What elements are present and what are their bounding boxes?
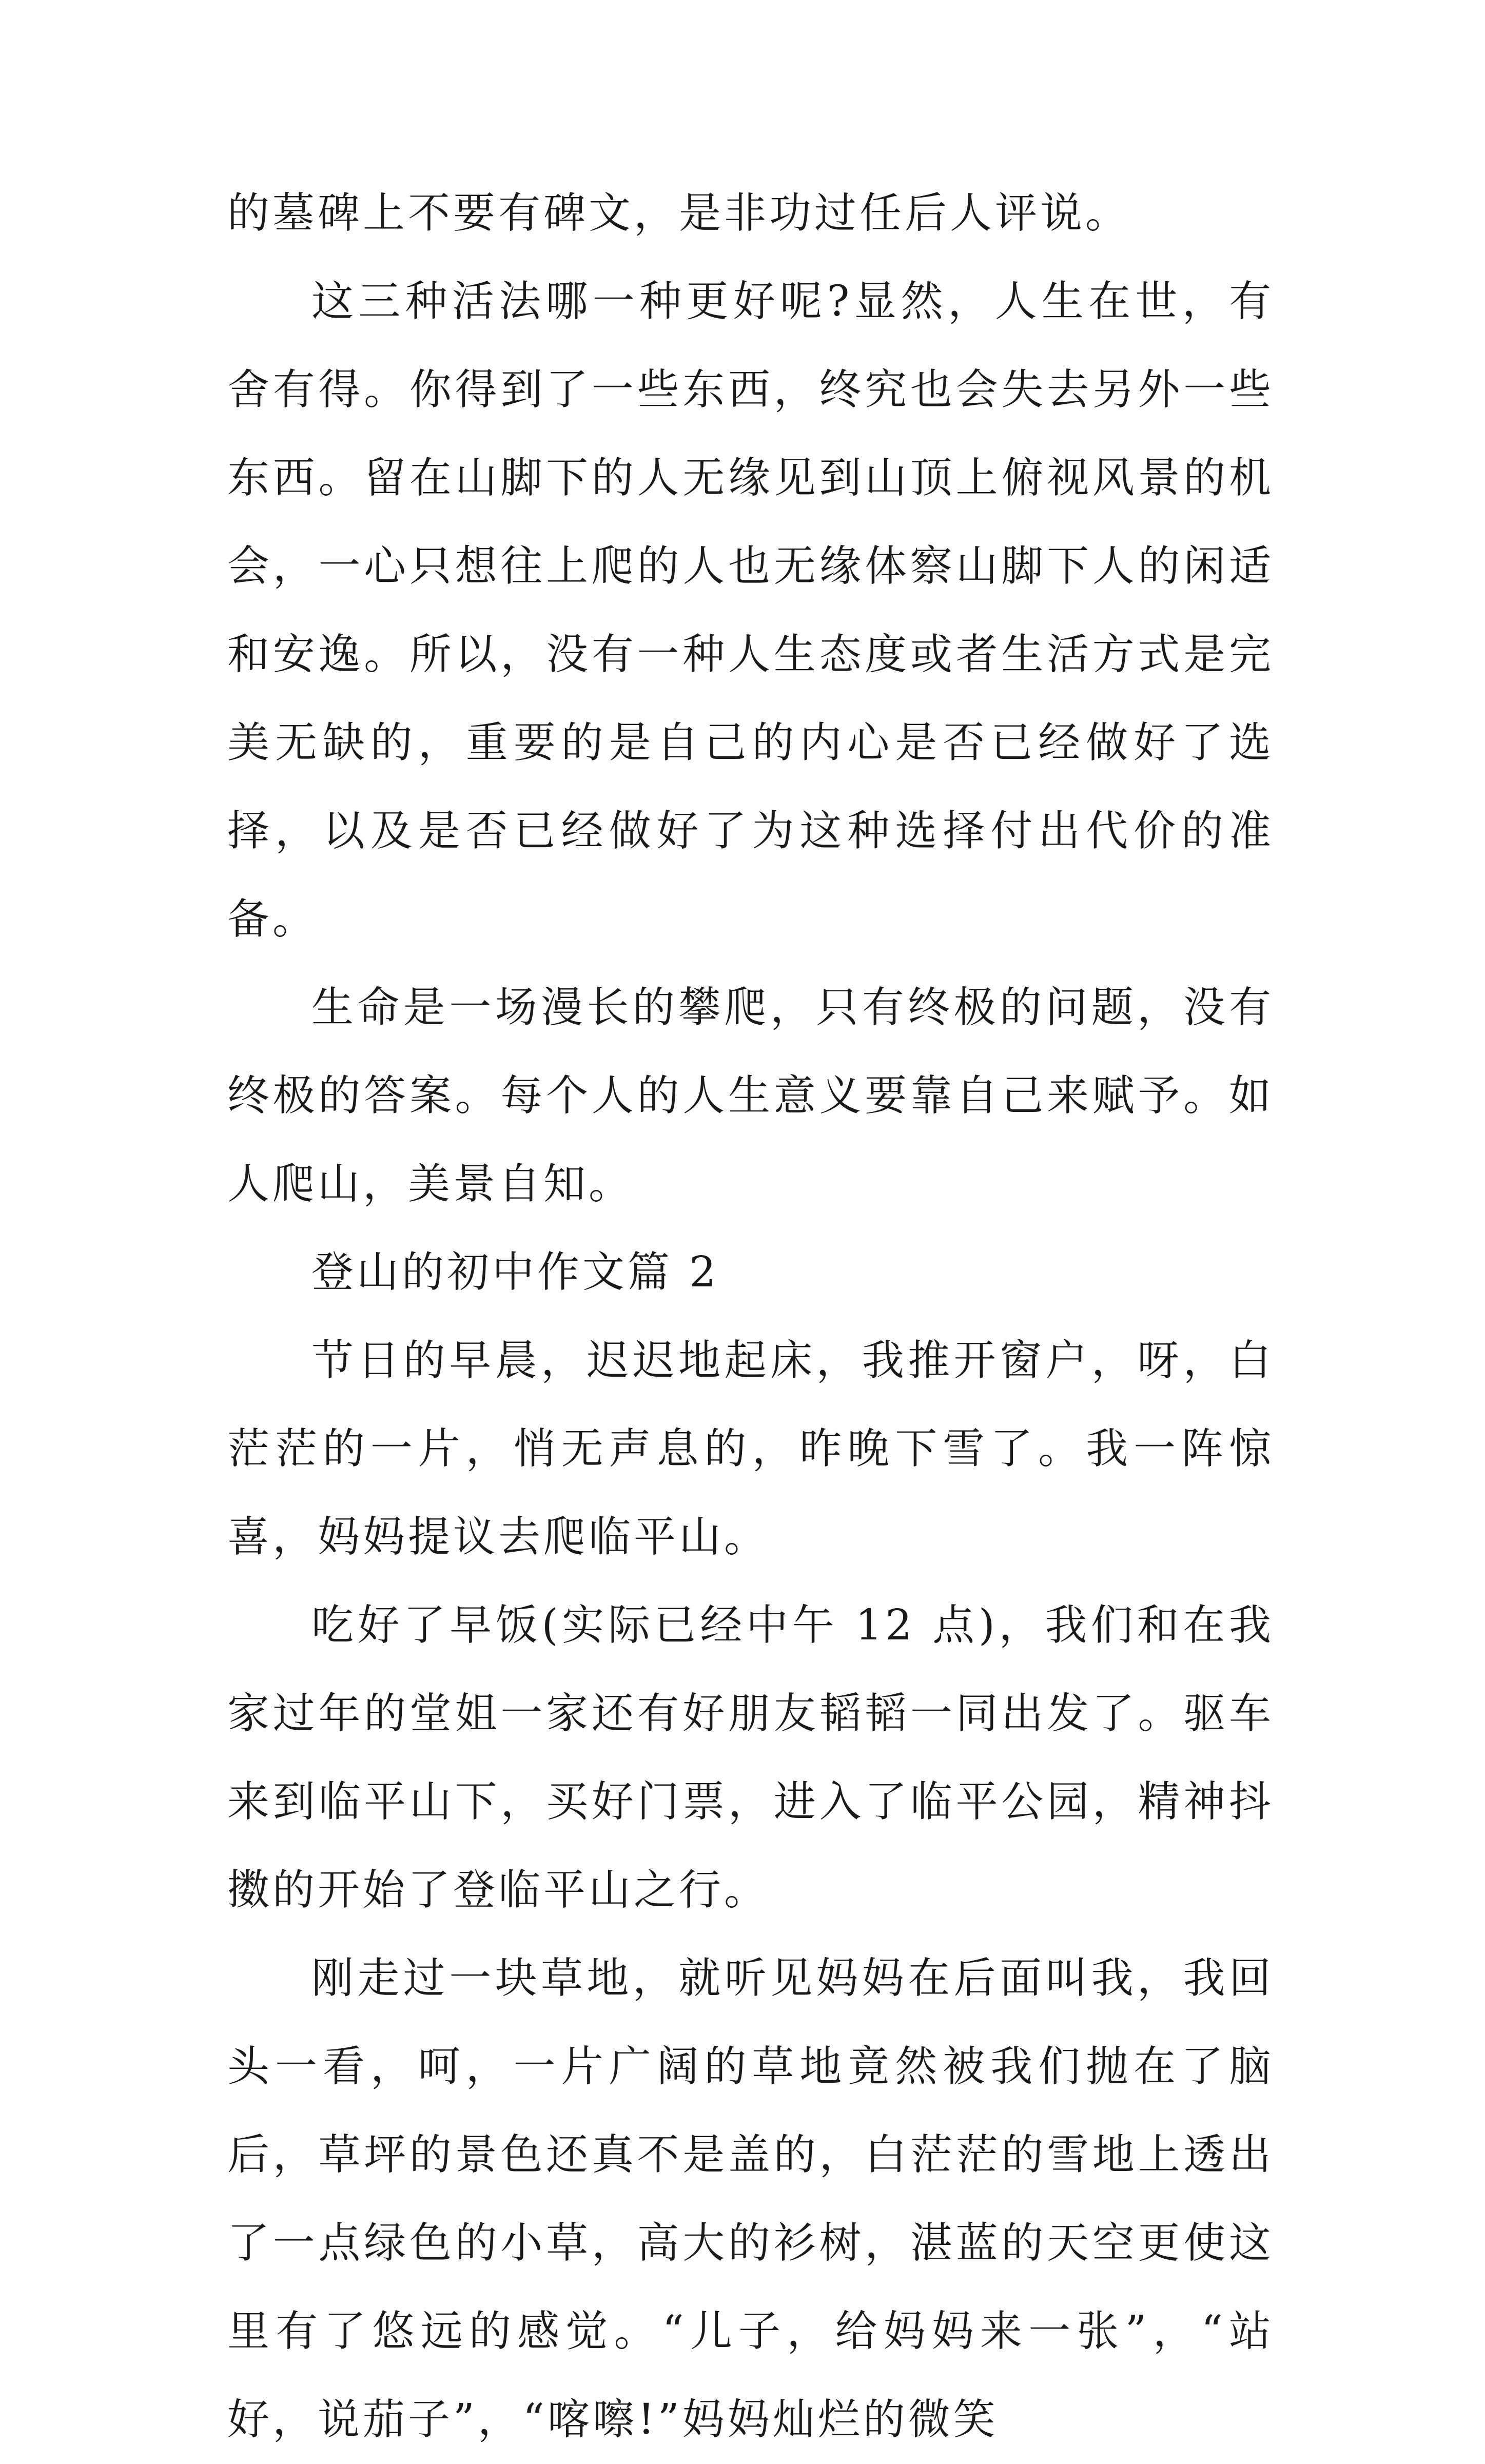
paragraph: 生命是一场漫长的攀爬，只有终极的问题，没有终极的答案。每个人的人生意义要靠自己来赋予。如人爬山，美景自知。	[227, 983, 1274, 1208]
paragraph: 吃好了早饭(实际已经中午 12 点)，我们和在我家过年的堂姐一家还有好朋友韬韬一同出发了。驱车来到临平山下，买好门票，进入了临平公园，精神抖擞的开始了登临平山之行。	[227, 1601, 1274, 1914]
paragraph: 刚走过一块草地，就听见妈妈在后面叫我，我回头一看，呵，一片广阔的草地竟然被我们抛在了脑后，草坪的景色还真不是盖的，白茫茫的雪地上透出了一点绿色的小草，高大的衫树，湛蓝的天空更使这里有了悠远的感觉。“儿子，给妈妈来一张”，“站好，说茄子”，“喀嚓!”妈妈灿烂的微笑	[227, 1954, 1274, 2444]
document-body	[227, 169, 1274, 2464]
paragraph: 节日的早晨，迟迟地起床，我推开窗户，呀，白茫茫的一片，悄无声息的，昨晚下雪了。我一阵惊喜，妈妈提议去爬临平山。	[227, 1336, 1274, 1561]
paragraph-continuation: 的墓碑上不要有碑文，是非功过任后人评说。	[227, 189, 1131, 238]
section-heading: 登山的初中作文篇 2	[311, 1248, 719, 1297]
paragraph: 这三种活法哪一种更好呢?显然，人生在世，有舍有得。你得到了一些东西，终究也会失去另外一些东西。留在山脚下的人无缘见到山顶上俯视风景的机会，一心只想往上爬的人也无缘体察山脚下人的闲适和安逸。所以，没有一种人生态度或者生活方式是完美无缺的，重要的是自己的内心是否已经做好了选择，以及是否已经做好了为这种选择付出代价的准备。	[227, 277, 1274, 944]
